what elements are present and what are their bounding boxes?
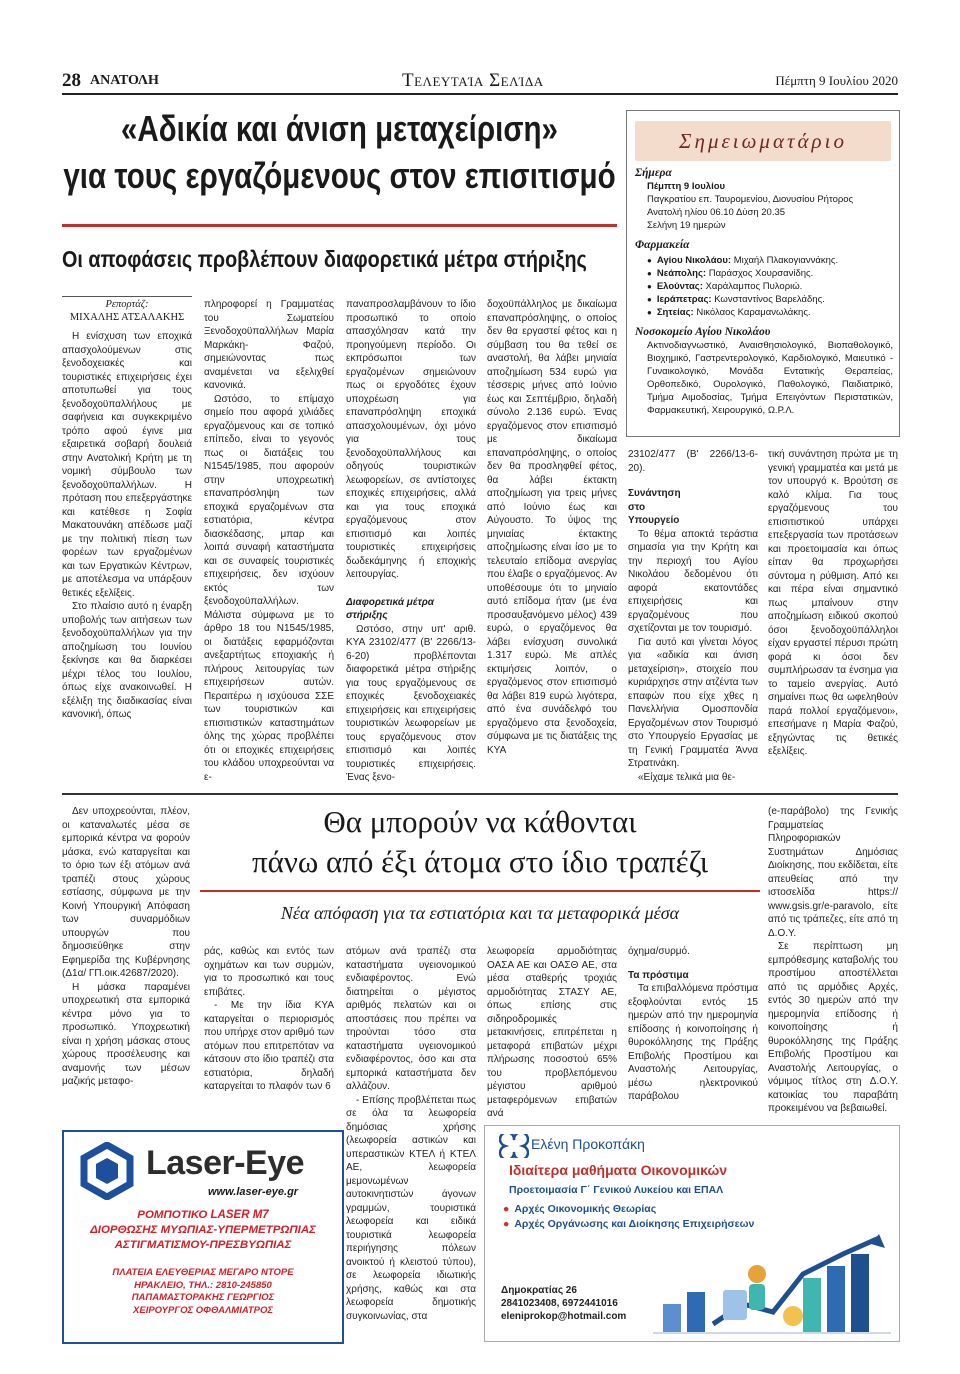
prokopaki-bullet: ● Αρχές Οικονομικής Θεωρίας <box>503 1202 754 1217</box>
laser-eye-doctor: ΠΑΠΑΜΑΣΤΟΡΑΚΗΣ ΓΕΩΡΓΙΟΣ <box>131 1292 275 1303</box>
article1-paragraph: παναπροσλαμβάνουν το ίδιο προσωπικό το οποίο απασχόλησαν κατά την προηγούμενη περίοδο. Οι εκπρόσωποι των εργαζομένων σημειώνουν πως οι εργοδότες έχουν υποχρέωση για επαναπρόσληψη εποχικά απασχολουμένων, όχι μόνο για τους ξενοδοχοϋπαλλήλους και οδηγούς τουριστικών λεωφορείων, σε αντίστοιχες εποχικές επιχειρήσεις, αλλά και για τους εποχικά εργαζόμενους στον επισιτισμό και λοιπές τουριστικές επιχειρήσεις δωδεκάμηνης ή εποχικής λειτουργίας. <box>346 299 476 580</box>
laser-eye-address: ΠΛΑΤΕΙΑ ΕΛΕΥΘΕΡΙΑΣ ΜΕΓΑΡΟ ΝΤΟΡΕ <box>112 1267 294 1278</box>
article1-paragraph: 23102/477 (Β' 2266/13-6-20). <box>628 449 758 474</box>
today-label: Σήμερα <box>635 167 672 179</box>
article-separator <box>62 793 898 795</box>
pharmacy-item: ● Ιεράπετρας: Κωνσταντίνος Βαρελάδης. <box>647 293 893 306</box>
calendar-box <box>626 110 900 437</box>
article1-headline-line2: για τους εργαζόμενους στον επισιτισμό <box>63 155 616 196</box>
byline-name: ΜΙΧΑΛΗΣ ΑΤΣΑΛΑΚΗΣ <box>69 312 185 323</box>
laser-eye-phone: ΗΡΑΚΛΕΙΟ, ΤΗΛ.: 2810-245850 <box>134 1279 272 1291</box>
article2-column-2 <box>204 945 334 1125</box>
byline-label: Ρεπορτάζ: <box>105 299 149 310</box>
article2-paragraph: Τα επιβαλλόμενα πρόστιμα εξοφλούνται εντός 15 ημερών από την ημερομηνία επίδοσης ή κοινοποίησης ή θυροκόλλησης της Πράξης Επιβολής Προστίμου και Αναστολής Λειτουργίας, μέσω ηλεκτρονικού παράβολου <box>628 983 758 1102</box>
finance-illustration-icon <box>653 1234 891 1336</box>
prokopaki-email: eleniprokop@hotmail.com <box>501 1311 627 1322</box>
article2-headline-line2: πάνω από έξι άτομα στο ίδιο τραπέζι <box>251 844 709 879</box>
article2-column-left <box>62 805 190 1125</box>
today-info <box>647 180 893 232</box>
prokopaki-ad <box>484 1125 900 1342</box>
pharmacy-item: ● Ελούντας: Χαράλαμπος Πυλοριώ. <box>647 280 893 293</box>
article2-paragraph: - Με την ίδια ΚΥΑ καταργείται ο περιορισμός που υπήρχε στον αριθμό των ατόμων που επιτρεπόταν να κάτσουν στο ίδιο τραπέζι στα εστιατόρια, δηλαδή καταργείται το πλαφόν των 6 <box>204 1000 334 1092</box>
article1-headline-line1: «Αδικία και άνιση μεταχείριση» <box>121 108 558 149</box>
article2-paragraph: ράς, καθώς και εντός των οχημάτων και των συρμών, για το προσωπικό και τους επιβάτες. <box>204 946 334 998</box>
laser-eye-url: www.laser-eye.gr <box>208 1186 299 1198</box>
pharmacy-list <box>647 254 893 319</box>
today-sun: Ανατολή ηλίου 06.10 Δύση 20.35 <box>647 207 786 218</box>
prokopaki-bullet: ● Αρχές Οργάνωσης και Διοίκησης Επιχειρήσεων <box>503 1217 754 1232</box>
article2-paragraph: Σε περίπτωση μη εμπρόθεσμης καταβολής του προστίμου αποστέλλεται από τις αρμόδιες Αρχές, εντός 30 ημερών από την ημερομηνία επίδοσης ή κοινοποίησης ή θυροκόλλησης της Πράξης Επιβολής Προστίμου και Αναστολής Λειτουργίας, ο νόμιμος τίτλος στη Δ.Ο.Υ. κατοικίας του παραβάτη προκειμένου να βεβαιωθεί. <box>768 941 898 1114</box>
article1-column-3 <box>346 298 476 785</box>
article2-subheadline: Νέα απόφαση για τα εστιατόρια και τα μεταφορικά μέσα <box>280 903 680 923</box>
prokopaki-address: Δημοκρατίας 26 <box>501 1285 577 1296</box>
article2-subhead: Τα πρόστιμα <box>628 969 689 981</box>
page-header <box>62 70 898 92</box>
section-name: Τελευταία Σελίδα <box>402 70 544 91</box>
hospital-departments: Ακτινοδιαγνωστικό, Αναισθησιολογικό, Βιοπαθολογικό, Βιοχημικό, Γαστρεντερολογικό, Καρδιολογικό, Μαιευτικό - Γυναικολογικό, Μονάδα Εντατικής Θεραπείας, Ορθοπεδικό, Ουρολογικό, Παθολογικό, Παιδιατρικό, Τμήμα Αιμοδοσίας, Τμήμα Επειγόντων Περιστατικών, Φαρμακευτική, Χειρουργικό, Ω.Ρ.Λ. <box>647 340 893 416</box>
issue-date: Πέμπτη 9 Ιουλίου 2020 <box>775 73 898 88</box>
laser-eye-contact <box>64 1267 342 1317</box>
article1-column-4 <box>487 298 617 785</box>
article1-paragraph: Το θέμα αποκτά τεράστια σημασία για την Κρήτη και την περιοχή του Αγίου Νικολάου δεδομένου ότι αφορά εκατοντάδες επιχειρήσεις και εργαζομένους που σχετίζονται με τον τουρισμό. <box>628 528 758 634</box>
today-date: Πέμπτη 9 Ιουλίου <box>647 181 726 192</box>
article2-headline-rule <box>200 890 760 892</box>
article1-paragraph: Η ενίσχυση των εποχικά απασχολούμενων στις ξενοδοχειακές και τουριστικές επιχειρήσεις έχει αποτυπωθεί για τους ξενοδοχοϋπαλλήλους με σαφήνεια και συγκεκριμένο τρόπο αφού έγινε μια εξαιρετικά σοβαρή δουλειά στην Ανατολική Κρήτη με τη νομική σύμβουλο των ξενοδοχοϋπαλλήλων. Η πρόταση που επεξεργάστηκε και κατέθεσε η Σοφία Μακατουνάκη απέδωσε μαζί με την πολιτική πίεση των φορέων των εργαζομένων και των Εργατικών Κέντρων, με αποτέλεσμα να υπάρξουν θετικές εξελίξεις. <box>62 331 192 599</box>
article2-paragraph: (e-παράβολο) της Γενικής Γραμματείας Πληροφοριακών Συστημάτων Δημόσιας Διοίκησης, που εκδίδεται, είτε απευθείας από την ιστοσελίδα https:// www.gsis.gr/e-paravolo, είτε από τις τράπεζες, είτε από τη Δ.Ο.Υ. <box>768 806 898 939</box>
byline-rule <box>62 296 192 297</box>
laser-eye-title: ΧΕΙΡΟΥΡΓΟΣ ΟΦΘΑΛΜΙΑΤΡΟΣ <box>133 1304 273 1316</box>
laser-eye-line1: ΡΟΜΠΟΤΙΚΟ LASER M7 <box>137 1209 269 1221</box>
article1-paragraph: Ωστόσο, στην υπ' αριθ. ΚΥΑ 23102/477 (Β' 2266/13-6-20) προβλέπονται διαφορετικά μέτρα στήριξης για τους εργαζόμενους σε εποχικές ξενοδοχειακές επιχειρήσεις και επιχειρήσεις τουριστικών λεωφορείων με τους εργαζόμενους στον επισιτισμό και λοιπές τουριστικές επιχειρήσεις. Ένας ξενο- <box>346 623 476 783</box>
laser-eye-ad <box>62 1130 344 1344</box>
laser-eye-brand: Laser-Eye <box>146 1144 305 1182</box>
hospital-label: Νοσοκομείο Αγίου Νικολάου <box>635 326 771 338</box>
headline-red-rule <box>62 224 617 227</box>
article1-headline <box>63 105 616 199</box>
article1-subheadline: Οι αποφάσεις προβλέπουν διαφορετικά μέτρα στήριξης <box>62 246 587 272</box>
header-rule <box>62 93 898 95</box>
pharmacies-label: Φαρμακεία <box>635 239 690 251</box>
article1-paragraph: Για αυτό και γίνεται λόγος για «αδικία και άνιση μεταχείριση», στοιχείο που κυριάρχησε στην ατζέντα των επαφών που είχε χθες η Πανελλήνια Ομοσπονδία Εργαζομένων στον Τουρισμό στο Υπουργείο Εργασίας με τη Γενική Γραμματέα Άννα Στρατινάκη. <box>628 636 758 769</box>
article2-column-3 <box>346 945 476 1337</box>
article1-paragraph: Ωστόσο, το επίμαχο σημείο που αφορά χιλιάδες εργαζόμενους και σε τοπικό επίπεδο, είναι το γεγονός πως οι διατάξεις του Ν1545/1985, που αφορούν στην υποχρεωτική επαναπρόσληψη των εποχικά εργαζομένων στα εστιατόρια, κέντρα διασκέδασης, μπαρ και λοιπά συναφή καταστήματα και σε συναφείς τουριστικές επιχειρήσεις, δεν ισχύουν εκτός των ξενοδοχοϋπαλλήλων. Μάλιστα σύμφωνα με το άρθρο 18 του Ν1545/1985, οι διατάξεις εφαρμόζονται ανεξαρτήτως εποχιακής ή πλήρους λειτουργίας των επιχειρήσεων αυτών. Περαιτέρω η ισχύουσα ΣΣΕ των τουριστικών και επισιτιστικών καταστημάτων όλης της χώρας προβλέπει ότι οι εποχικές επιχειρήσεις του κλάδου υποχρεούνται να ε- <box>204 393 334 783</box>
pharmacy-item: ● Αγίου Νικολάου: Μιχαήλ Πλακογιαννάκης. <box>647 254 893 267</box>
article1-column-6 <box>768 448 898 785</box>
article2-paragraph: ατόμων ανά τραπέζι στα καταστήματα υγειονομικού ενδιαφέροντος. Ενώ διατηρείται ο μέγιστος αριθμός πελατών και οι αποστάσεις που πρέπει να τηρούνται τόσο στα καταστήματα υγειονομικού ενδιαφέροντος, όσο και στα εμπορικά καταστήματα δεν αλλάζουν. <box>346 946 476 1092</box>
prokopaki-phones: 2841023408, 6972441016 <box>501 1298 618 1309</box>
byline <box>62 298 192 324</box>
article2-paragraph: Δεν υποχρεούνται, πλέον, οι καταναλωτές μέσα σε εμπορικά κέντρα να φορούν μάσκα, ενώ καταργείται και το όριο των έξι ατόμων ανά τραπέζι στους χώρους εστίασης, σύμφωνα με την Κοινή Υπουργική Απόφαση των συναρμόδιων υπουργών που δημοσιεύθηκε στην Εφημερίδα της Κυβέρνησης (Δ1α/ ΓΠ.οικ.42687/2020). <box>62 806 190 979</box>
prokopaki-contact <box>501 1284 626 1323</box>
article2-paragraph: - Επίσης προβλέπεται πως σε όλα τα λεωφορεία δημόσιας χρήσης (λεωφορεία αστικών και υπεραστικών ΚΤΕΛ ή ΚΤΕΛ ΑΕ, λεωφορεία μεμονωμένων αυτοκινητιστών άγονων γραμμών, τουριστικά λεωφορεία και ειδικά τουριστικά λεωφορεία περιήγησης πόλεων ανοικτού ή κλειστού τύπου), σε λεωφορεία ιδιωτικής χρήσης, καθώς και στα λεωφορεία δημοτικής συγκοινωνίας, στα <box>346 1094 476 1322</box>
today-saints: Παγκρατίου επ. Ταυρομενίου, Διονυσίου Ρήτορος <box>647 194 854 205</box>
calendar-title-banner <box>635 121 891 161</box>
article1-column-2 <box>204 298 334 785</box>
article1-subhead: Συνάντηση στο Υπουργείο <box>628 488 681 526</box>
article2-column-5 <box>628 945 758 1125</box>
page-number: 28 <box>62 70 81 91</box>
article2-column-4 <box>487 945 617 1125</box>
article1-paragraph: δοχοϋπάλληλος με δικαίωμα επαναπρόσληψης, ο οποίος δεν θα εργαστεί φέτος και η σύμβαση του θα τεθεί σε αναστολή, θα λάβει μηνιαία αποζημίωση 534 ευρώ για τέσσερις μήνες από Ιούνιο έως και Σεπτέμβριο, δηλαδή σύνολο 2.136 ευρώ. Ένας εργαζόμενος στον επισιτισμό με δικαίωμα επαναπρόσληψης, ο οποίος δεν θα προσληφθεί φέτος, θα λάβει έκτακτη αποζημίωση για τρεις μήνες από Ιούνιο έως και Αύγουστο. Το ύψος της μηνιαίας έκτακτης αποζημίωσης είναι ίσο με το τελευταίο επίδομα ανεργίας που έλαβε ο εργαζόμενος. Αν υποθέσουμε ότι το μηνιαίο αυτό επίδομα ήταν (με ένα προσαυξανόμενο μέλος) 439 ευρώ, ο εργαζόμενος θα λάβει ενίσχυση συνολικά 1.317 ευρώ. Με απλές εκτιμήσεις λοιπόν, ο εργαζόμενος στον επισιτισμό θα λάβει 819 ευρώ λιγότερα, από ένα συνάδελφό του εργαζόμενο στα ξενοδοχεία, σύμφωνα με τις διατάξεις της ΚΥΑ <box>487 299 617 756</box>
calendar-content <box>635 167 893 417</box>
article2-headline <box>200 802 760 882</box>
calendar-title: Σημειωματάριο <box>679 129 847 153</box>
laser-eye-services <box>64 1208 342 1253</box>
article1-paragraph: πληροφορεί η Γραμματέας του Σωματείου Ξενοδοχοϋπαλλήλων Μαρία Μαρκάκη- Φαζού, σημειώνοντας πως αναμένεται να εξελιχθεί κανονικά. <box>204 299 334 391</box>
today-moon: Σελήνη 19 ημερών <box>647 220 726 231</box>
laser-eye-line3: ΑΣΤΙΓΜΑΤΙΣΜΟΥ-ΠΡΕΣΒΥΩΠΙΑΣ <box>114 1239 292 1251</box>
article1-subhead: Διαφορετικά μέτρα στήριξης <box>346 596 434 621</box>
article2-column-right <box>768 805 898 1125</box>
pharmacy-item: ● Σητείας: Νικόλαος Καραμανωλάκης. <box>647 306 893 319</box>
article1-column-1 <box>62 330 192 785</box>
laser-eye-logo-icon <box>78 1142 136 1200</box>
paper-name: ΑΝΑΤΟΛΗ <box>90 73 159 88</box>
prokopaki-logo-icon <box>499 1134 529 1158</box>
pharmacy-item: ● Νεάπολης: Παράσχος Χουρσανίδης. <box>647 267 893 280</box>
prokopaki-bullets <box>503 1202 754 1232</box>
article1-paragraph: Στο πλαίσιο αυτό η έναρξη υποβολής των αιτήσεων των ξενοδοχοϋπαλλήλων για την αποζημίωση του Ιουνίου ξεκίνησε και θα διαρκέσει μέχρι τέλος του Ιουλίου, όπως είχε ανακοινωθεί. Η εξέλιξη της διαδικασίας είναι κανονική, όπως <box>62 601 192 720</box>
article2-headline-line1: Θα μπορούν να κάθονται <box>323 804 637 839</box>
article1-paragraph: «Είχαμε τελικά μια θε- <box>638 771 736 783</box>
prokopaki-headline: Ιδιαίτερα μαθήματα Οικονομικών <box>509 1162 728 1178</box>
article2-paragraph: όχημα/συρμό. <box>628 946 690 957</box>
article1-column-5 <box>628 448 758 785</box>
laser-eye-line2: ΔΙΟΡΘΩΣΗΣ ΜΥΩΠΙΑΣ-ΥΠΕΡΜΕΤΡΩΠΙΑΣ <box>90 1224 316 1236</box>
prokopaki-sub: Προετοιμασία Γ΄ Γενικού Λυκείου και ΕΠΑΛ <box>509 1184 724 1196</box>
article2-paragraph: Η μάσκα παραμένει υποχρεωτική στα εμπορικά κέντρα μόνο για το προσωπικό. Υποχρεωτική είναι η χρήση μάσκας στους χώρους προσέλευσης και αναμονής των μέσων μαζικής μεταφο- <box>62 981 190 1087</box>
article1-paragraph: τική συνάντηση πρώτα με τη γενική γραμματέα και μετά με τον υπουργό κ. Βρούτση σε καλό κλίμα. Για τους εργαζόμενους του επισιτιστικού υπάρχει επεξεργασία των προτάσεων και προετοιμασία και όπως είπαν θα προχωρήσει σύντομα η ρύθμιση. Από κει και πέρα είναι σημαντικό πως μπαίνουν στην αποζημίωση ειδικού σκοπού όσοι ξενοδοχοϋπάλληλοι είχαν εργαστεί πέρυσι πρώτη φορά κι όσοι δεν συμπλήρωσαν τα ένσημα για το ταμείο ανεργίας. Αυτό σημαίνει πως θα ωφεληθούν παρά πολλοί εργαζόμενοι», επεσήμανε η Μαρία Φαζού, εξηγώντας τις θετικές εξελίξεις. <box>768 449 898 757</box>
article2-paragraph: λεωφορεία αρμοδιότητας ΟΑΣΑ ΑΕ και ΟΑΣΘ ΑΕ, στα μέσα σταθερής τροχιάς αρμοδιότητας ΣΤΑΣΥ ΑΕ, όπως επίσης στις σιδηροδρομικές μετακινήσεις, επιτρέπεται η μεταφορά επιβατών μέχρι πλήρωσης ποσοστού 65% του προβλεπόμενου μέγιστου αριθμού μεταφερόμενων επιβατών ανά <box>487 946 617 1119</box>
prokopaki-name: Ελένη Προκοπάκη <box>531 1136 645 1152</box>
